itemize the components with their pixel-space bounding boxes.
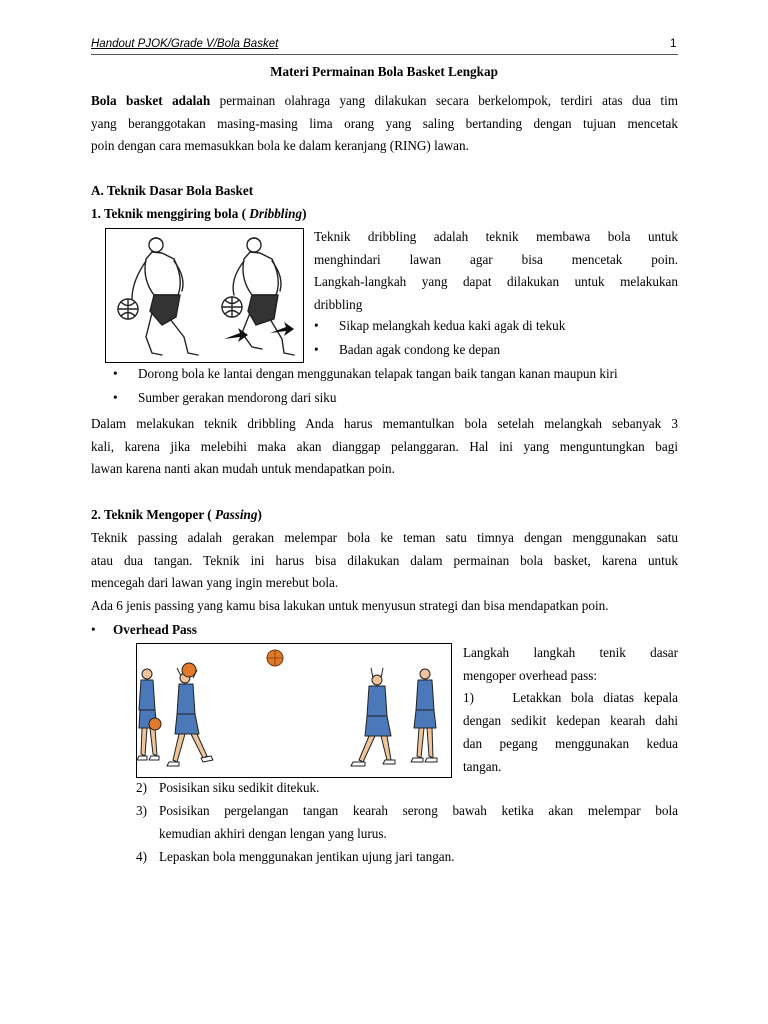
dribbling-illustration	[105, 228, 304, 363]
page-number: 1	[670, 38, 677, 50]
overhead-pass-description: Langkah langkah tenik dasar mengoper overhead pass: 1) Letakkan bola diatas kepala dengan sedikit kedepan kearah dahi dan pegang menggunakan kedua tangan.	[463, 645, 678, 774]
step-3-text: Posisikan pergelangan tangan kearah serong bawah ketika akan melempar bola kemudian akhiri dengan lengan yang lurus.	[159, 803, 678, 841]
dribbling-heading: 1. Teknik menggiring bola ( Dribbling)	[91, 206, 307, 221]
intro-line-3: poin dengan cara memasukkan bola ke dalam keranjang (RING) lawan.	[91, 138, 469, 154]
passing-paragraph: Teknik passing adalah gerakan melempar bola ke teman satu timnya dengan menggunakan satu atau dua tangan. Teknik ini harus bisa dilakukan dalam permainan bola basket, karena untuk mencegah dari lawan yang ingin merebut bola. Ada 6 jenis passing yang kamu bisa lakukan untuk menyusun strategi dan bisa mendapatkan poin.	[91, 530, 678, 614]
intro-term: Bola basket adalah	[91, 93, 211, 108]
passing-heading: 2. Teknik Mengoper ( Passing)	[91, 507, 262, 522]
intro-line-2: yang beranggotakan masing-masing lima orang yang saling bertanding dengan tujuan mencetak	[91, 115, 678, 131]
step-3-number: 3)	[136, 803, 147, 818]
overhead-pass-figures	[137, 644, 451, 777]
step-4-number: 4)	[136, 849, 147, 864]
dribbling-paragraph: Dalam melakukan teknik dribbling Anda harus memantulkan bola setelah melangkah sebanyak 3 kali, karena jika melebihi maka akan dianggap pelanggaran. Hal ini yang menguntungkan bagi lawan karena nanti akan mudah untuk mendapatkan poin.	[91, 416, 678, 477]
header-divider	[91, 54, 678, 55]
document-title: Materi Permainan Bola Basket Lengkap	[270, 64, 498, 79]
intro-line-1: Bola basket adalah permainan olahraga yang dilakukan secara berkelompok, terdiri atas dua tim	[91, 93, 679, 108]
step-4-text: Lepaskan bola menggunakan jentikan ujung jari tangan.	[159, 849, 455, 864]
overhead-pass-illustration	[136, 643, 452, 778]
section-a-heading: A. Teknik Dasar Bola Basket	[91, 183, 254, 198]
step-2-text: Posisikan siku sedikit ditekuk.	[159, 780, 320, 795]
intro-paragraph	[91, 90, 678, 158]
document-page: Handout PJOK/Grade V/Bola Basket 1 Materi Permainan Bola Basket Lengkap Bola basket adalah permainan olahraga yang dilakukan secara berkelompok, terdiri atas dua tim yang beranggotakan masing-masing lima orang yang saling bertanding dengan tujuan mencetak poin dengan cara memasukkan bola ke dalam keranjang (RING) lawan. A. Teknik Dasar Bola Basket 1. Teknik menggiring bola ( Dribbling) Teknik dribbling adalah teknik membawa bola untuk menghindari lawan agar bisa mencetak poin. Langkah-langkah yang dapat dilakukan untuk melakukan dribbling • Sikap melangkah kedua kaki agak di tekuk • Badan agak condong ke depan • Dorong bola ke lantai dengan menggunakan telapak tangan baik tangan kanan maupun kiri • Sumber gerakan mendorong dari siku Dalam melakukan teknik dribbling Anda harus memantulkan bola setelah melangkah sebanyak 3 kali, karena jika melebihi maka akan dianggap pelanggaran. Hal ini yang menguntungkan bagi lawan karena nanti akan mudah untuk mendapatkan poin. 2. Teknik Mengoper ( Passing) Teknik passing adalah gerakan melempar bola ke teman satu timnya dengan menggunakan satu atau dua tangan. Teknik ini harus bisa dilakukan dalam permainan bola basket, karena untuk mencegah dari lawan yang ingin merebut bola. Ada 6 jenis passing yang kamu bisa lakukan untuk menyusun strategi dan bisa mendapatkan poin. • Overhead Pass Langkah langkah tenik dasar mengoper overhead pass: 1) Letakkan bola diatas kepala dengan sedikit kedepan kearah dahi dan pegang menggunakan kedua tangan. 2) Posisikan siku sedikit ditekuk. 3) Posisikan pergelangan tangan kearah serong bawah ketika akan melempar bola kemudian akhiri dengan lengan yang lurus. 4) Lepaskan bola menggunakan jentikan ujung jari tangan.	[0, 0, 768, 1024]
running-header: Handout PJOK/Grade V/Bola Basket	[91, 38, 279, 50]
dribbling-figures	[106, 229, 303, 362]
step-2-number: 2)	[136, 780, 147, 795]
dribbling-description: Teknik dribbling adalah teknik membawa bola untuk menghindari lawan agar bisa mencetak poin. Langkah-langkah yang dapat dilakukan untuk melakukan dribbling	[314, 229, 678, 313]
